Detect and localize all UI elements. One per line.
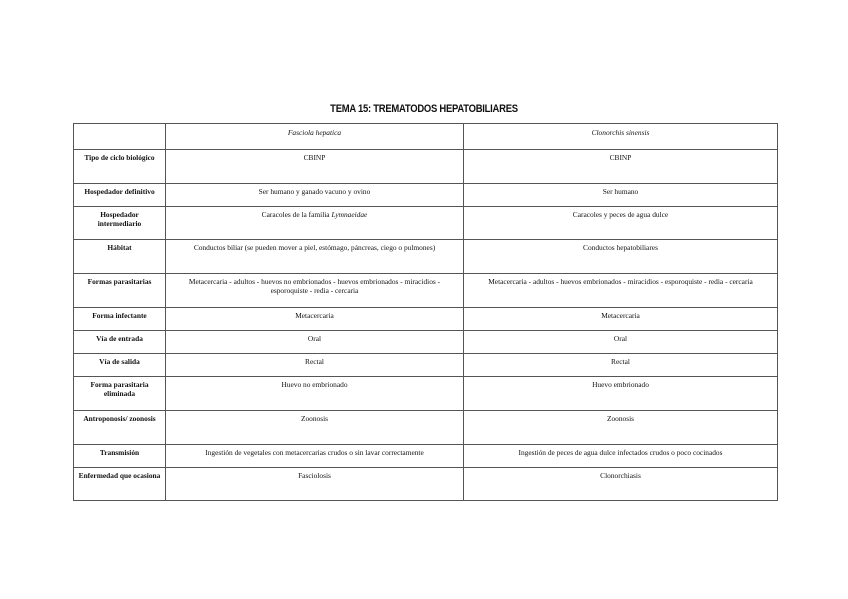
cell-clonorchis: Rectal bbox=[464, 354, 778, 377]
row-label: Formas parasitarias bbox=[74, 274, 166, 308]
row-label: Transmisión bbox=[74, 445, 166, 468]
cell-clonorchis: Ingestión de peces de agua dulce infectados crudos o poco cocinados bbox=[464, 445, 778, 468]
table-row bbox=[74, 331, 778, 354]
cell-clonorchis: Metacercaria - adultos - huevos embrionados - miracidios - esporoquiste - redia - cercaria bbox=[464, 274, 778, 308]
cell-clonorchis: Oral bbox=[464, 331, 778, 354]
comparison-table bbox=[73, 123, 778, 501]
cell-fasciola: Metacercaria - adultos - huevos no embrionados - huevos embrionados - miracidios - esporoquiste - redia - cercaria bbox=[166, 274, 464, 308]
cell-clonorchis: Conductos hepatobiliares bbox=[464, 240, 778, 274]
cell-fasciola: Fasciolosis bbox=[166, 468, 464, 501]
row-label: Forma parasitaria eliminada bbox=[74, 377, 166, 411]
cell-text: Caracoles de la familia bbox=[261, 210, 332, 219]
row-label: Vía de entrada bbox=[74, 331, 166, 354]
row-label: Forma infectante bbox=[74, 308, 166, 331]
table-row bbox=[74, 308, 778, 331]
table-row bbox=[74, 468, 778, 501]
page-title: TEMA 15: TREMATODOS HEPATOBILIARES bbox=[330, 103, 518, 115]
cell-fasciola: Huevo no embrionado bbox=[166, 377, 464, 411]
cell-fasciola: Zoonosis bbox=[166, 411, 464, 445]
cell-clonorchis: Caracoles y peces de agua dulce bbox=[464, 207, 778, 240]
table-row bbox=[74, 377, 778, 411]
cell-fasciola: Ser humano y ganado vacuno y ovino bbox=[166, 184, 464, 207]
cell-fasciola: CBINP bbox=[166, 150, 464, 184]
cell-fasciola: Oral bbox=[166, 331, 464, 354]
cell-fasciola: Conductos biliar (se pueden mover a piel, estómago, páncreas, ciego o pulmones) bbox=[166, 240, 464, 274]
row-label: Antroponosis/ zoonosis bbox=[74, 411, 166, 445]
header-row bbox=[74, 124, 778, 150]
cell-clonorchis: Ser humano bbox=[464, 184, 778, 207]
table-row bbox=[74, 184, 778, 207]
row-label: Tipo de ciclo biológico bbox=[74, 150, 166, 184]
cell-clonorchis: Zoonosis bbox=[464, 411, 778, 445]
table-row bbox=[74, 240, 778, 274]
cell-clonorchis: Huevo embrionado bbox=[464, 377, 778, 411]
cell-clonorchis: Metacercaria bbox=[464, 308, 778, 331]
cell-fasciola: Rectal bbox=[166, 354, 464, 377]
row-label: Hospedador intermediario bbox=[74, 207, 166, 240]
table-row bbox=[74, 354, 778, 377]
table-row bbox=[74, 207, 778, 240]
header-fasciola: Fasciola hepatica bbox=[166, 124, 464, 150]
header-clonorchis: Clonorchis sinensis bbox=[464, 124, 778, 150]
table-row bbox=[74, 411, 778, 445]
header-empty-cell bbox=[74, 124, 166, 150]
table-row bbox=[74, 274, 778, 308]
cell-clonorchis: CBINP bbox=[464, 150, 778, 184]
row-label: Hospedador definitivo bbox=[74, 184, 166, 207]
row-label: Enfermedad que ocasiona bbox=[74, 468, 166, 501]
cell-fasciola: Metacercaria bbox=[166, 308, 464, 331]
cell-clonorchis: Clonorchiasis bbox=[464, 468, 778, 501]
row-label: Hábitat bbox=[74, 240, 166, 274]
row-label: Vía de salida bbox=[74, 354, 166, 377]
cell-fasciola: Ingestión de vegetales con metacercarias crudos o sin lavar correctamente bbox=[166, 445, 464, 468]
table-row bbox=[74, 150, 778, 184]
cell-fasciola bbox=[166, 207, 464, 240]
table-row bbox=[74, 445, 778, 468]
cell-italic-text: Lymnaeidae bbox=[331, 210, 368, 219]
